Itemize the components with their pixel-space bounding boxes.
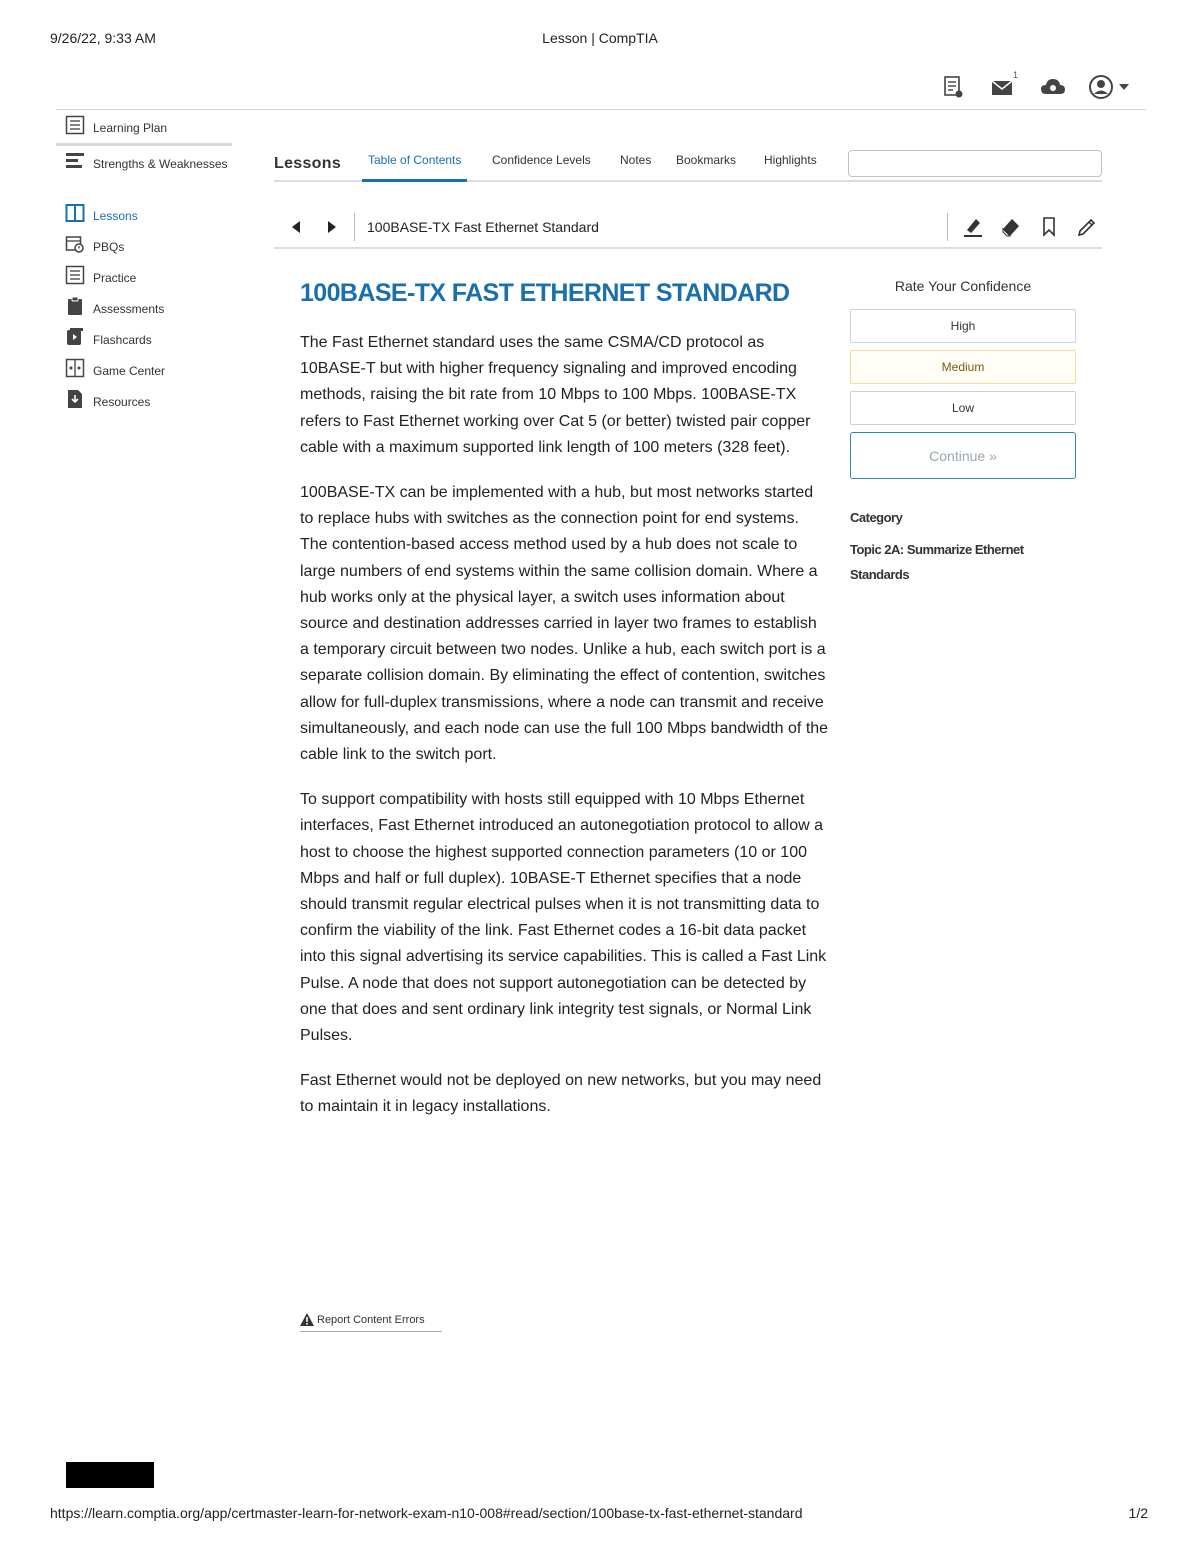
category-panel (850, 510, 1080, 587)
lesson-tab-bar (274, 147, 1102, 182)
sidebar-item-game-center[interactable] (56, 357, 232, 388)
sidebar-item-label: Lessons (93, 209, 138, 223)
redaction-block (66, 1462, 154, 1488)
lessons-title: Lessons (274, 155, 342, 172)
confidence-medium-button[interactable]: Medium (850, 350, 1076, 384)
section-nav-bar (274, 209, 1102, 249)
sidebar-item-assessments[interactable] (56, 295, 232, 326)
confidence-high-button[interactable]: High (850, 309, 1076, 343)
tab-notes[interactable]: Notes (620, 153, 652, 167)
article-paragraph: Fast Ethernet would not be deployed on new networks, but you may need to maintain it in legacy installations. (300, 1072, 822, 1116)
confidence-low-button[interactable]: Low (850, 391, 1076, 425)
tools-divider (947, 213, 948, 241)
pbqs-icon (64, 233, 86, 255)
assessments-icon (64, 295, 86, 317)
confidence-title: Rate Your Confidence (894, 278, 1032, 294)
category-heading: Category (850, 510, 903, 525)
lessons-icon (64, 202, 86, 224)
sidebar (56, 112, 232, 419)
sidebar-item-pbqs[interactable] (56, 233, 232, 264)
tab-bookmarks[interactable]: Bookmarks (676, 153, 737, 167)
article-heading: 100BASE-TX FAST ETHERNET STANDARD (300, 279, 790, 307)
tab-highlights[interactable]: Highlights (764, 153, 817, 167)
sidebar-item-lessons[interactable] (56, 202, 232, 233)
sidebar-item-label: Learning Plan (93, 121, 168, 135)
sidebar-item-practice[interactable] (56, 264, 232, 295)
notes-icon[interactable] (938, 72, 968, 102)
print-page-number: 1/2 (1128, 1505, 1148, 1521)
practice-icon (64, 264, 86, 286)
previous-section-icon[interactable] (286, 217, 306, 237)
resources-icon (64, 388, 86, 410)
tab-confidence-levels[interactable]: Confidence Levels (492, 153, 591, 167)
sidebar-item-label: PBQs (93, 240, 125, 254)
bookmark-icon[interactable] (1036, 214, 1062, 240)
sidebar-item-strengths[interactable] (56, 150, 232, 202)
sidebar-item-learning-plan[interactable] (56, 112, 232, 146)
cloud-icon[interactable] (1038, 72, 1068, 102)
sidebar-item-label: Flashcards (93, 333, 152, 347)
eraser-icon[interactable] (998, 214, 1024, 240)
sidebar-item-label: Assessments (93, 302, 165, 316)
lesson-article (300, 278, 830, 1140)
sidebar-item-label: Resources (93, 395, 151, 409)
continue-button[interactable]: Continue » (850, 432, 1076, 479)
section-title: 100BASE-TX Fast Ethernet Standard (367, 219, 599, 235)
game-center-icon (64, 357, 86, 379)
sidebar-item-label: Practice (93, 271, 137, 285)
print-timestamp: 9/26/22, 9:33 AM (50, 30, 156, 46)
sidebar-item-label: Game Center (93, 364, 166, 378)
top-bar (56, 66, 1146, 110)
report-label: Report Content Errors (317, 1313, 425, 1326)
search-input[interactable] (848, 150, 1102, 177)
mail-icon[interactable] (988, 72, 1018, 102)
tab-table-of-contents[interactable]: Table of Contents (362, 153, 467, 182)
next-section-icon[interactable] (322, 217, 342, 237)
sidebar-item-flashcards[interactable] (56, 326, 232, 357)
print-page-title: Lesson | CompTIA (542, 30, 658, 46)
mail-badge: 1 (1012, 70, 1018, 80)
user-icon[interactable] (1088, 72, 1132, 102)
article-paragraph: 100BASE-TX can be implemented with a hub, but most networks started to replace hubs with switches as the connection point for end systems. The contention-based access method used by a hub does not scale to large numbers of end systems within the same collision domain. Where a hub works only at the physical layer, a switch uses information about source and destination addresses carried in layer two frames to establish a temporary circuit between two nodes. Unlike a hub, each switch port is a separate collision domain. By eliminating the effect of contention, switches allow for full-duplex transmissions, where a node can transmit and receive simultaneously, and each node can use the full 100 Mbps bandwidth of the cable link to the switch port. (300, 484, 829, 764)
print-header (0, 30, 1200, 50)
warning-icon (300, 1313, 314, 1326)
nav-divider (354, 213, 355, 241)
highlighter-icon[interactable] (960, 214, 986, 240)
flashcards-icon (64, 326, 86, 348)
sidebar-item-resources[interactable] (56, 388, 232, 419)
article-paragraph: To support compatibility with hosts still equipped with 10 Mbps Ethernet interfaces, Fast Ethernet introduced an autonegotiation protocol to allow a host to choose the highest supported connection parameters (10 or 100 Mbps and half or full duplex). 10BASE-T Ethernet specifies that a node should transmit regular electrical pulses when it is not transmitting data to confirm the viability of the link. Fast Ethernet codes a 16-bit data packet into this signal advertising its service capabilities. This is called a Fast Link Pulse. A node that does not support autonegotiation can be detected by one that does and sent ordinary link integrity test signals, or Normal Link Pulses. (300, 791, 827, 1045)
print-url: https://learn.comptia.org/app/certmaster-learn-for-network-exam-n10-008#read/section/100base-tx-fast-ethernet-standard (50, 1505, 803, 1521)
category-value[interactable]: Topic 2A: Summarize Ethernet Standards (850, 542, 1024, 582)
confidence-panel (850, 278, 1076, 479)
report-content-errors-link[interactable] (300, 1313, 442, 1332)
article-paragraph: The Fast Ethernet standard uses the same CSMA/CD protocol as 10BASE-T but with higher frequency signaling and improved encoding methods, raising the bit rate from 10 Mbps to 100 Mbps. 100BASE-TX refers to Fast Ethernet working over Cat 5 (or better) twisted pair copper cable with a maximum supported link length of 100 meters (328 feet). (300, 334, 811, 456)
pencil-icon[interactable] (1074, 214, 1100, 240)
learning-plan-icon (64, 114, 86, 136)
strengths-icon (64, 150, 86, 172)
sidebar-item-label: Strengths & Weaknesses (93, 157, 228, 171)
